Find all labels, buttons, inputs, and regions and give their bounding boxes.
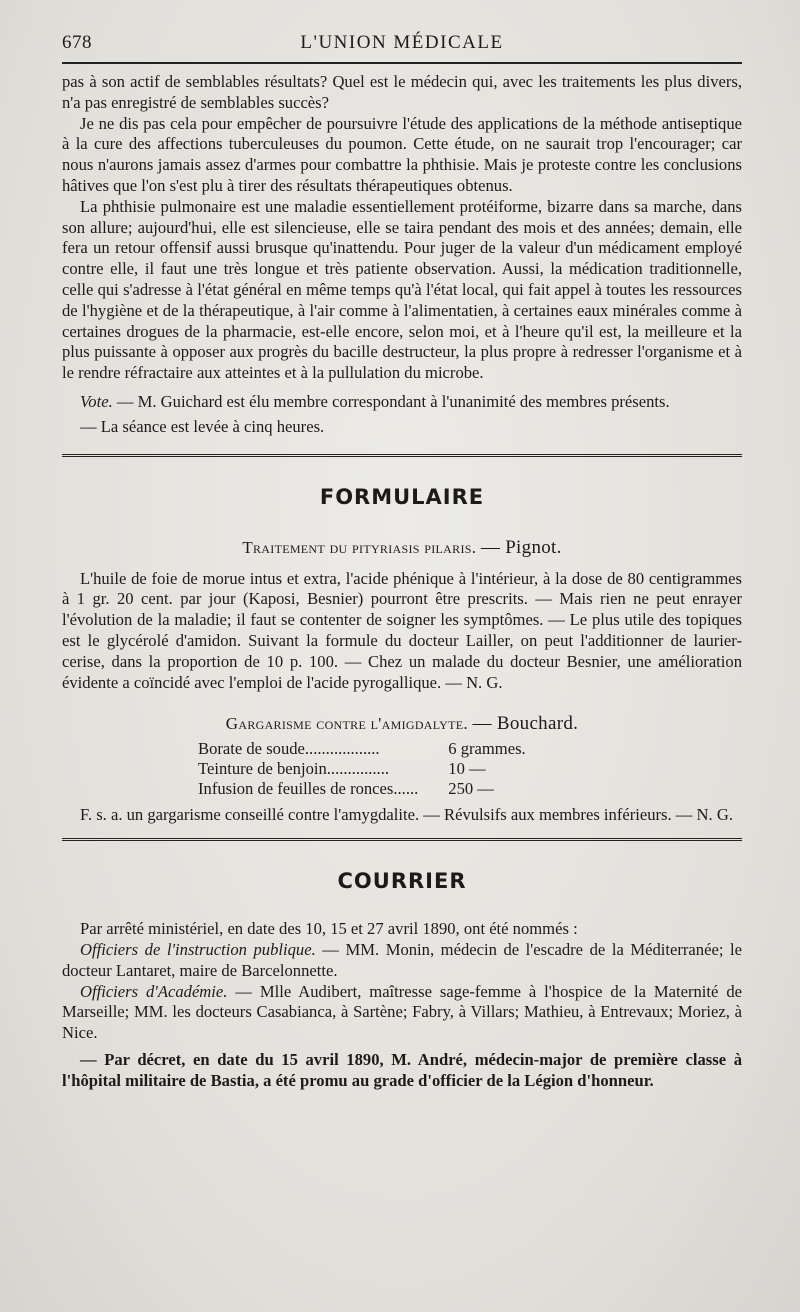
recipe-ingredient: Teinture de benjoin............... <box>198 759 390 779</box>
courrier-title: COURRIER <box>337 869 467 894</box>
body-paragraph: Je ne dis pas cela pour empêcher de poursuivre l'étude des applications de la méthode antiseptique à la cure des affections tuberculeuses du poumon. Cette étude, on ne saurait trop l'encourager; car nous n'aurons jamais assez d'armes pour combattre la phthisie. Mais je proteste contre les conclusions hâtives que l'on s'est plu à tirer des résultats thérapeutiques obtenus. <box>62 113 742 195</box>
recipe-row <box>198 779 558 799</box>
courrier-p1-label: Officiers de l'instruction publique. <box>80 939 316 959</box>
recipe-ingredient: Borate de soude.................. <box>198 739 380 759</box>
courrier-paragraph: — Par décret, en date du 15 avril 1890, M. André, médecin-major de première classe à l'hôpital militaire de Bastia, a été promu au grade d'officier de la Légion d'honneur. <box>62 1049 742 1090</box>
section-divider <box>62 838 742 843</box>
seance-paragraph: — La séance est levée à cinq heures. <box>80 416 325 436</box>
item1-title: Traitement du pityriasis pilaris. <box>242 537 477 557</box>
courrier-intro: Par arrêté ministériel, en date des 10, 15 et 27 avril 1890, ont été nommés : <box>80 919 578 939</box>
courrier-paragraph <box>62 982 742 1044</box>
recipe-quantity: 250 — <box>448 779 494 799</box>
courrier-p1-text: — MM. Monin, médecin de l'escadre de la Méditerranée; le docteur Lantaret, maire de Barcelonnette. <box>62 939 742 980</box>
recipe-table <box>198 739 558 799</box>
recipe-row <box>198 759 558 779</box>
courrier-paragraph <box>62 940 742 982</box>
item2-note: F. s. a. un gargarisme conseillé contre l'amygdalite. — Révulsifs aux membres inférieurs. — N. G. <box>80 805 733 825</box>
header-rule <box>62 62 742 64</box>
item1-author: — Pignot. <box>480 536 562 558</box>
body-paragraph: pas à son actif de semblables résultats? Quel est le médecin qui, avec les traitements les plus divers, n'a pas enregistré de semblables succès? <box>62 72 742 112</box>
item2-author: — Bouchard. <box>472 713 579 735</box>
courrier-p2-label: Officiers d'Académie. <box>80 981 228 1001</box>
item2-title: Gargarisme contre l'amigdalyte. <box>225 714 468 734</box>
formulaire-title: FORMULAIRE <box>319 484 485 509</box>
recipe-quantity: 6 grammes. <box>448 739 526 759</box>
formulaire-item1-heading <box>62 537 742 559</box>
vote-paragraph <box>62 392 742 413</box>
body-paragraph: La phthisie pulmonaire est une maladie essentiellement protéiforme, bizarre dans sa marche, dans son allure; aujourd'hui, elle est silencieuse, elle se taira pendant des mois et des années; demain, elle fera un retour offensif aussi brusque qu'inattendu. Pour juger de la valeur d'un médicament employé contre elle, il faut une très longue et très patiente observation. Aussi, la médication traditionnelle, celle qui s'adresse à l'état général en même temps qu'à l'état local, qui fait appel à toutes les ressources de l'hygiène et de la thérapeutique, à l'air comme à l'alimentatien, à certaines eaux minérales comme à certaines drogues de la pharmacie, est-elle encore, selon moi, et à l'heure qu'il est, la meilleure et la plus puissante à opposer aux progrès du bacille destructeur, la plus propre à redresser l'organisme et à le rendre réfractaire aux atteintes et à la pullulation du microbe. <box>62 196 742 383</box>
vote-label: Vote. <box>80 391 113 411</box>
recipe-quantity: 10 — <box>448 759 486 779</box>
vote-text: — M. Guichard est élu membre correspondant à l'unanimité des membres présents. <box>112 391 670 411</box>
item1-text: L'huile de foie de morue intus et extra, l'acide phénique à l'intérieur, à la dose de 80 centigrammes à 1 gr. 20 cent. par jour (Kaposi, Besnier) pourront être prescrits. — Mais rien ne peut enrayer l'évolution de la maladie; il faut se contenter de soigner les symptômes. — Le plus utile des topiques est le glycérolé d'amidon. Suivant la formule du docteur Lailler, on peut l'additionner de laurier-cerise, dans la proportion de 10 p. 100. — Chez un malade du docteur Besnier, une amélioration évidente a coïncidé avec l'emploi de l'acide pyrogallique. — N. G. <box>62 568 742 692</box>
recipe-row <box>198 739 558 759</box>
section-divider <box>62 454 742 459</box>
page-number: 678 <box>62 32 92 53</box>
recipe-ingredient: Infusion de feuilles de ronces...... <box>198 779 419 799</box>
courrier-p2-text: — Mlle Audibert, maîtresse sage-femme à l'hospice de la Maternité de Marseille; MM. les docteurs Casabianca, à Sartène; Fabry, à Villars; Mathieu, à Entrevaux; Moriez, à Nice. <box>62 981 742 1043</box>
running-title: L'UNION MÉDICALE <box>300 32 504 53</box>
page-header <box>62 28 742 58</box>
formulaire-item2-heading <box>62 713 742 735</box>
